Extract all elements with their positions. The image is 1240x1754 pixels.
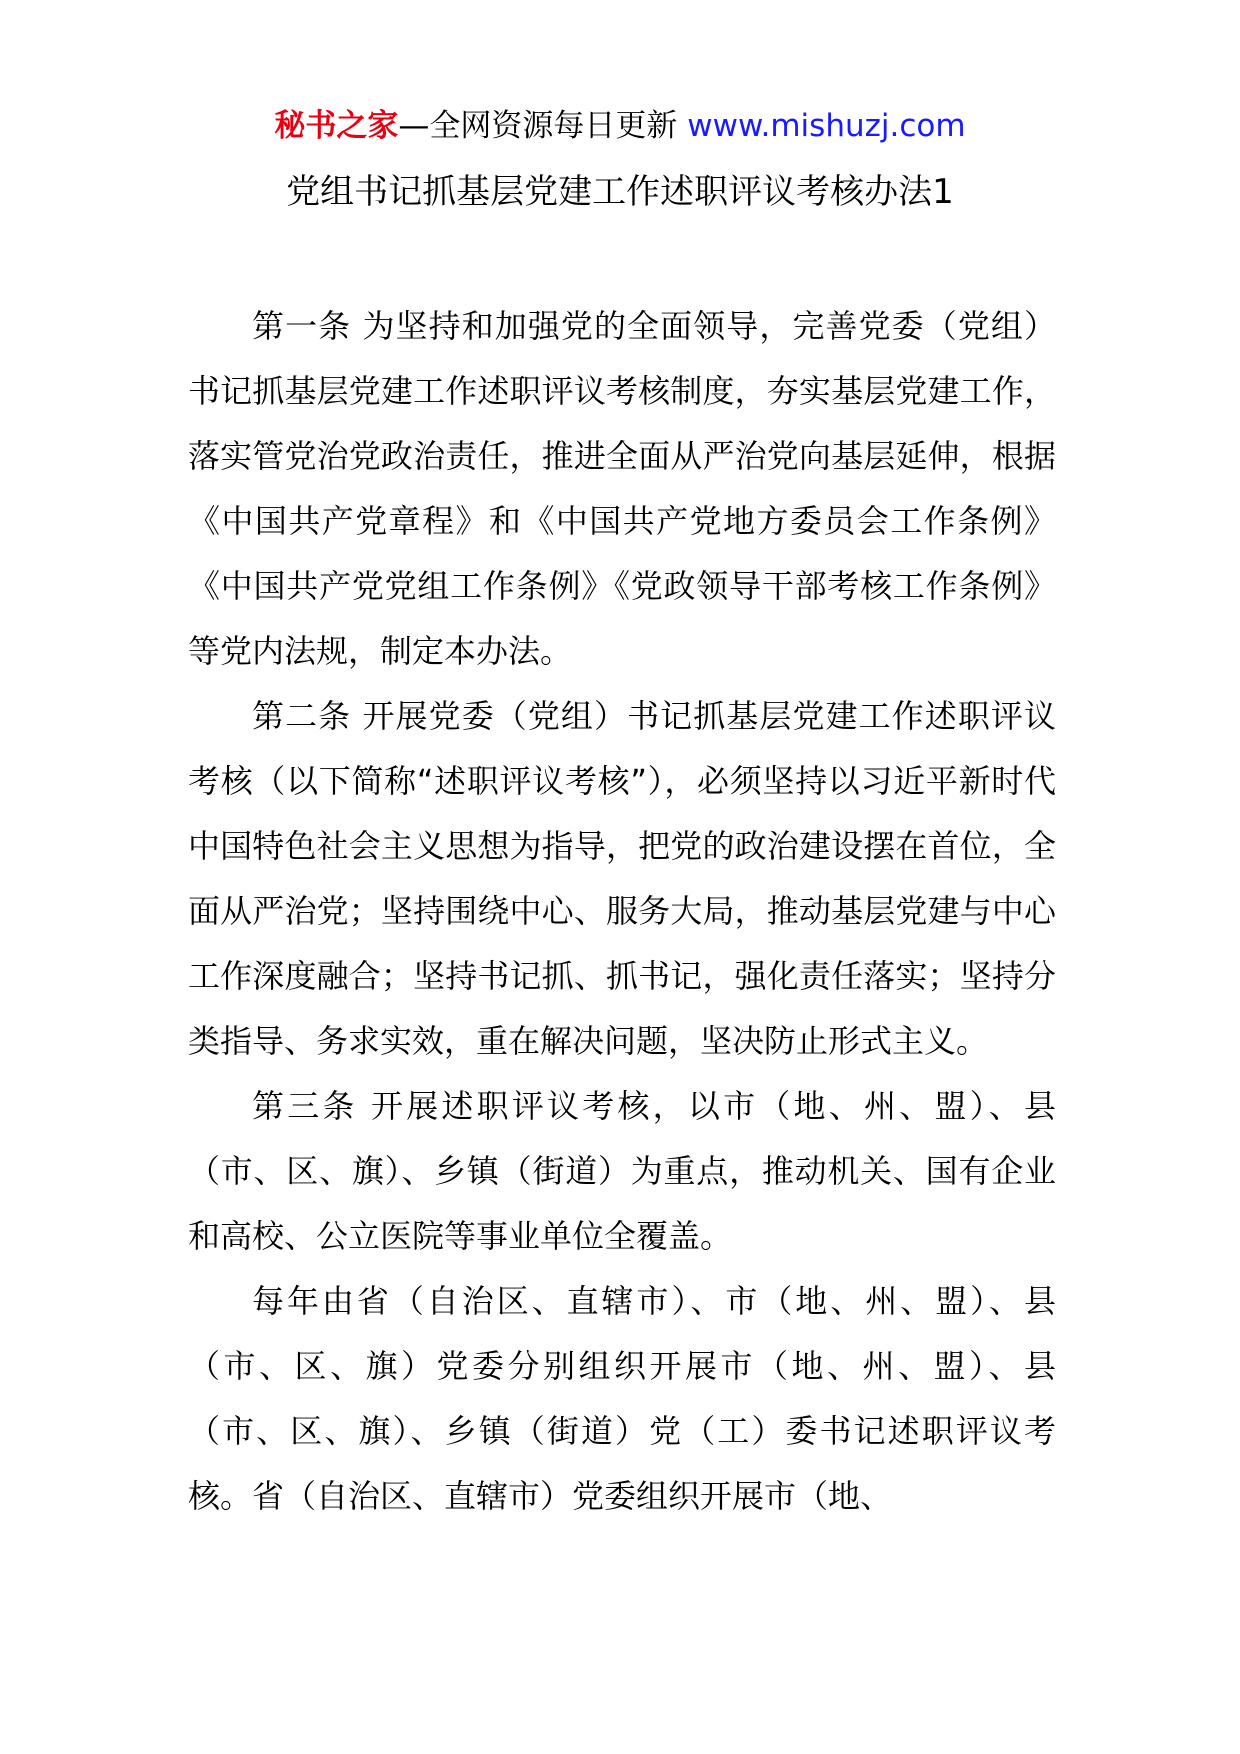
document-body <box>188 294 1056 1529</box>
brand-name: 秘书之家 <box>274 108 399 144</box>
site-header <box>0 104 1240 148</box>
article-1-paragraph: 第一条 为坚持和加强党的全面领导，完善党委（党组）书记抓基层党建工作述职评议考核制度，夯实基层党建工作，落实管党治党政治责任，推进全面从严治党向基层延伸，根据《中国共产党章程》和《中国共产党地方委员会工作条例》《中国共产党党组工作条例》《党政领导干部考核工作条例》等党内法规，制定本办法。 <box>188 307 1056 670</box>
article-2-paragraph: 第二条 开展党委（党组）书记抓基层党建工作述职评议考核（以下简称“述职评议考核”），必须坚持以习近平新时代中国特色社会主义思想为指导，把党的政治建设摆在首位，全面从严治党；坚持围绕中心、服务大局，推动基层党建与中心工作深度融合；坚持书记抓、抓书记，强化责任落实；坚持分类指导、务求实效，重在解决问题，坚决防止形式主义。 <box>188 697 1056 1060</box>
document-title: 党组书记抓基层党建工作述职评议考核办法1 <box>286 172 954 212</box>
article-3-continued-paragraph: 每年由省（自治区、直辖市）、市（地、州、盟）、县（市、区、旗）党委分别组织开展市（地、州、盟）、县（市、区、旗）、乡镇（街道）党（工）委书记述职评议考核。省（自治区、直辖市）党委组织开展市（地、 <box>188 1282 1056 1515</box>
header-slogan: —全网资源每日更新 <box>398 108 688 144</box>
article-3-paragraph: 第三条 开展述职评议考核，以市（地、州、盟）、县（市、区、旗）、乡镇（街道）为重点，推动机关、国有企业和高校、公立医院等事业单位全覆盖。 <box>188 1087 1056 1255</box>
site-url[interactable]: www.mishuzj.com <box>687 108 966 144</box>
